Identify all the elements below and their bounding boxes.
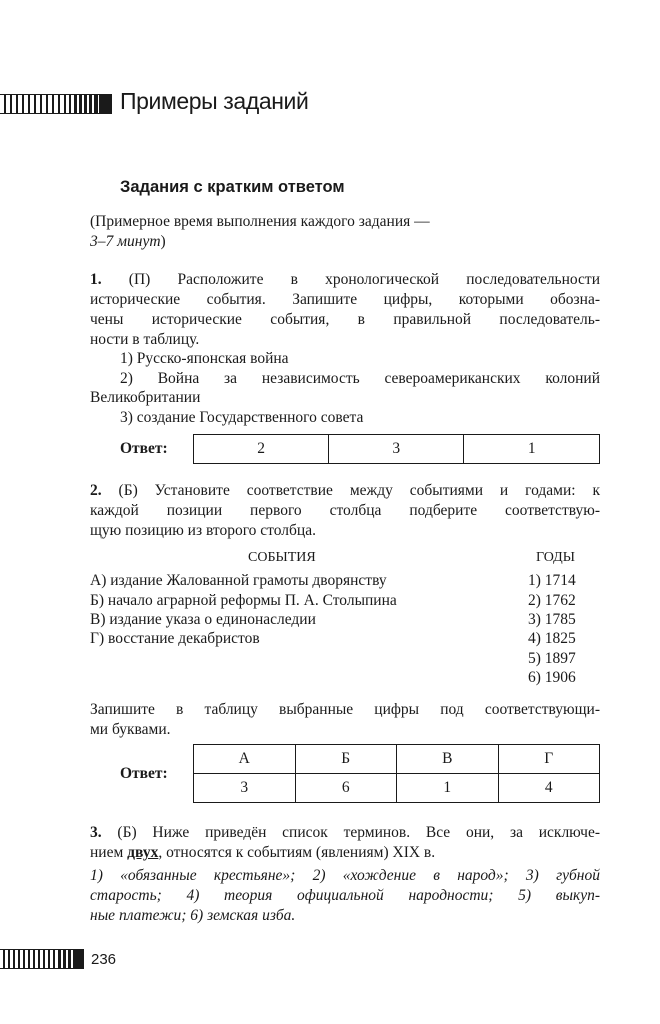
- header-title: Примеры заданий: [120, 88, 309, 114]
- q1-item-2-cont: Великобритании: [90, 389, 201, 406]
- q1-answer-cell: 2: [194, 435, 329, 464]
- q1-line3: чены исторические события, в правильной последователь-: [90, 311, 600, 328]
- q3-terms-2: старость; 4) теория официальной народности; 5) выкуп-: [90, 887, 600, 904]
- q2-year: 4) 1825: [528, 630, 576, 647]
- time-note-minutes: 3–7 минут: [90, 233, 161, 250]
- q2-letter-cell: В: [397, 745, 499, 774]
- q3-line2: [90, 843, 435, 863]
- q1-answer-table: [193, 434, 600, 464]
- time-note-line2: [90, 232, 166, 252]
- q1-line4: ности в таблицу.: [90, 331, 200, 348]
- q1-item-3: 3) создание Государственного совета: [120, 409, 364, 426]
- time-note-line1: (Примерное время выполнения каждого задания —: [90, 213, 430, 230]
- q1-line2: исторические события. Запишите цифры, которыми обозна-: [90, 291, 600, 308]
- q1-answer-cell: 1: [464, 435, 600, 464]
- q2-event: Г) восстание декабристов: [90, 630, 260, 647]
- q2-text-1: (Б) Установите соответствие между событиями и годами: к: [118, 482, 601, 499]
- page-number: 236: [91, 951, 117, 968]
- q2-answer-table: [193, 744, 600, 803]
- q2-year: 2) 1762: [528, 592, 576, 609]
- q2-year: 1) 1714: [528, 572, 576, 589]
- q2-letter-cell: А: [194, 745, 296, 774]
- q2-year: 6) 1906: [528, 669, 576, 686]
- q2-letter-cell: Б: [295, 745, 397, 774]
- q3-terms-1: 1) «обязанные крестьяне»; 2) «хождение в народ»; 3) губной: [90, 867, 600, 884]
- q2-event: В) издание указа о единонаследии: [90, 611, 316, 628]
- q2-col-events: СОБЫТИЯ: [248, 550, 316, 565]
- q3-line1: [90, 823, 600, 843]
- q2-line3: щую позицию из второго столбца.: [90, 522, 316, 539]
- q2-answer-label: Ответ:: [120, 765, 168, 782]
- q1-item-1: 1) Русско-японская война: [120, 350, 289, 367]
- footer-stripes: [0, 949, 84, 969]
- q3-line2-bold: двух: [127, 844, 159, 861]
- q2-event: Б) начало аграрной реформы П. А. Столыпина: [90, 592, 397, 609]
- q2-answer-cell: 3: [194, 774, 296, 803]
- q3-number: 3.: [90, 824, 102, 841]
- q2-letter-cell: Г: [498, 745, 600, 774]
- q1-number: 1.: [90, 271, 102, 288]
- q2-answer-cell: 4: [498, 774, 600, 803]
- q2-answer-cell: 1: [397, 774, 499, 803]
- q2-year: 3) 1785: [528, 611, 576, 628]
- time-note-close: ): [160, 233, 166, 250]
- q3-line2-post: , относятся к событиям (явлениям) XIX в.: [158, 844, 436, 861]
- q2-number: 2.: [90, 482, 102, 499]
- q2-event: А) издание Жалованной грамоты дворянству: [90, 572, 387, 589]
- section-title: Задания с кратким ответом: [120, 178, 345, 196]
- q1-answer-label: Ответ:: [120, 440, 168, 457]
- q2-line2: каждой позиции первого столбца подберите соответствую-: [90, 502, 600, 519]
- q3-terms-3: ные платежи; 6) земская изба.: [90, 907, 296, 924]
- q2-instruction-2: ми буквами.: [90, 721, 171, 738]
- q3-line2-pre: нием: [90, 844, 128, 861]
- header-stripes: [0, 94, 112, 114]
- q2-line1: [90, 481, 600, 501]
- q3-text-1: (Б) Ниже приведён список терминов. Все они, за исключе-: [117, 824, 601, 841]
- q1-text-1: (П) Расположите в хронологической последовательности: [128, 271, 601, 288]
- q2-col-years: ГОДЫ: [536, 550, 575, 565]
- q2-year: 5) 1897: [528, 650, 576, 667]
- q1-line1: [90, 270, 600, 290]
- q1-answer-cell: 3: [329, 435, 464, 464]
- q2-instruction-1: Запишите в таблицу выбранные цифры под соответствующи-: [90, 701, 600, 718]
- q2-answer-cell: 6: [295, 774, 397, 803]
- q1-item-2: 2) Война за независимость североамериканских колоний: [120, 370, 600, 387]
